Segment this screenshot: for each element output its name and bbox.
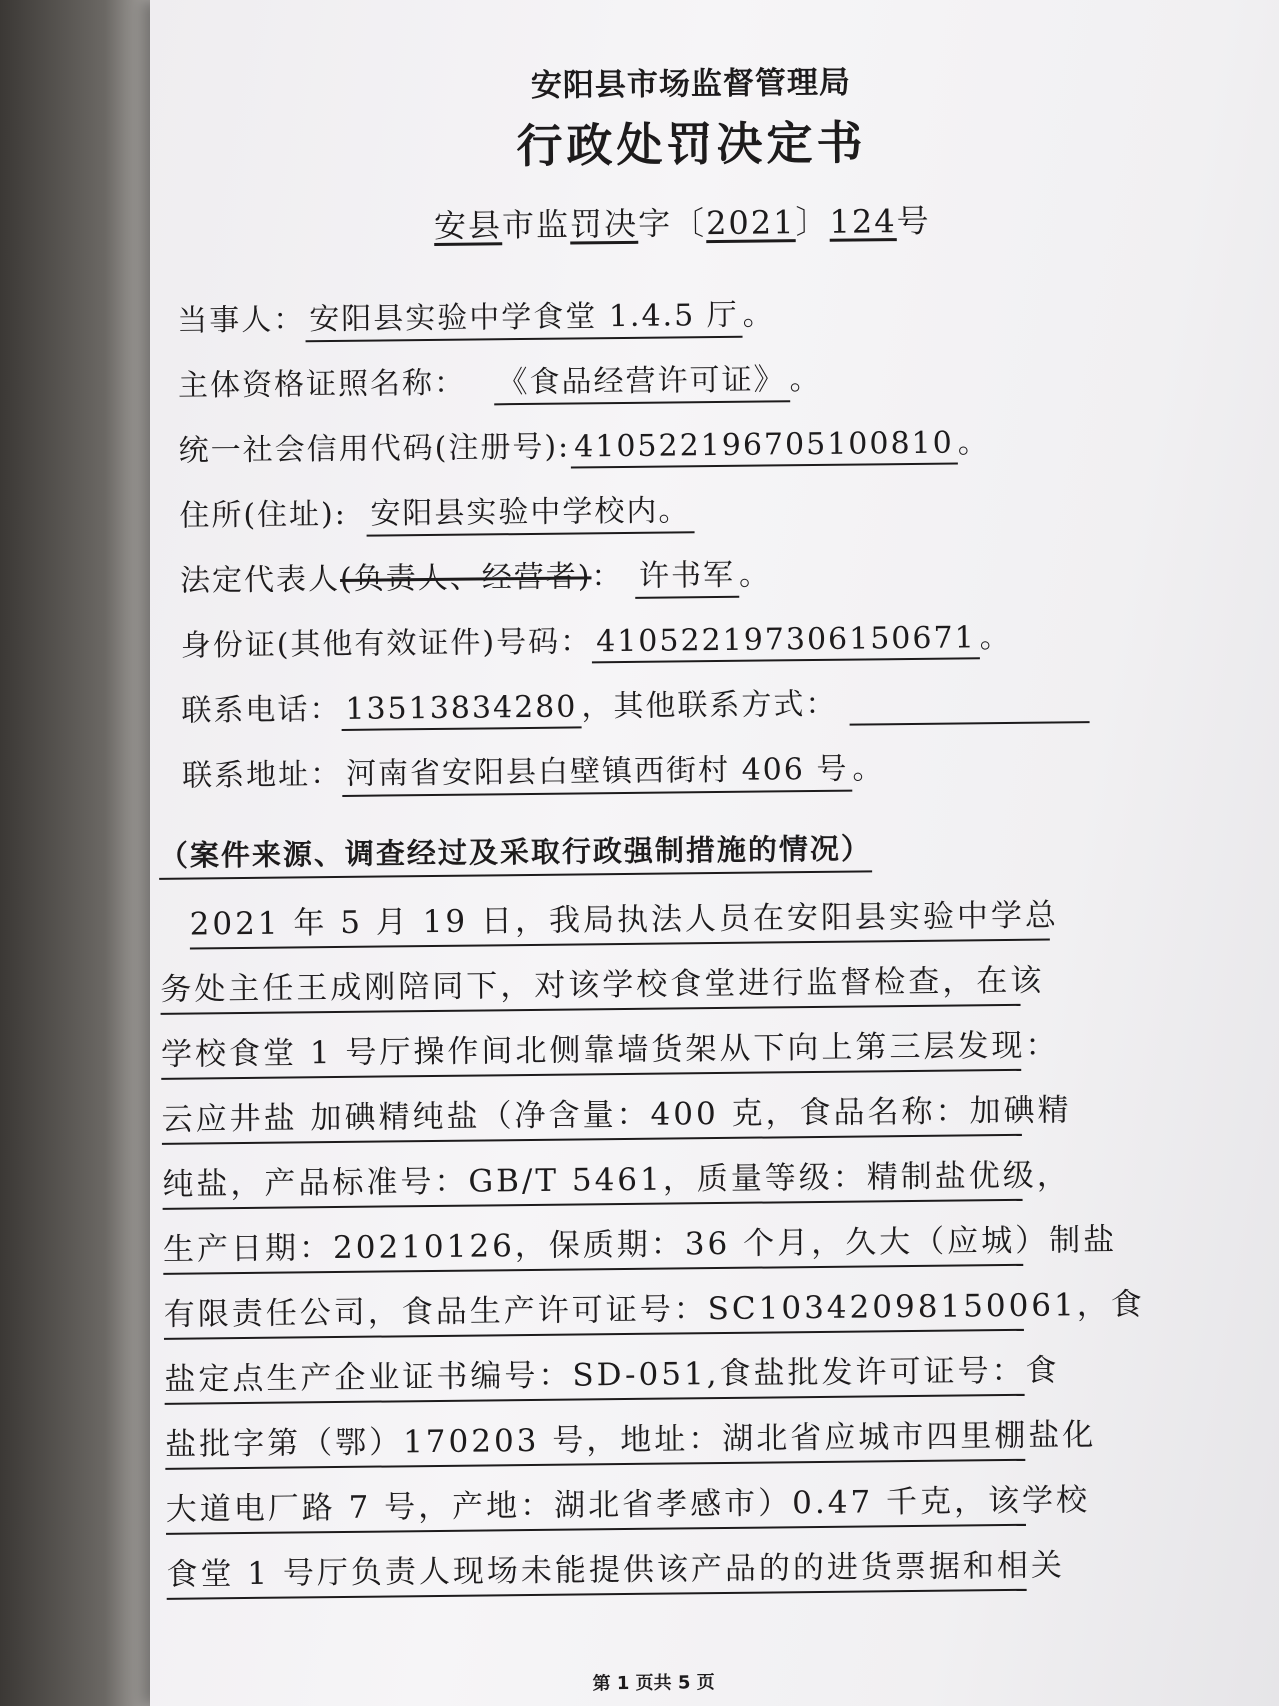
license-value: 《食品经营许可证》 — [493, 354, 789, 405]
doc-number-prefix: 安县 — [433, 206, 503, 245]
doc-number-serial: 124 — [829, 202, 897, 241]
party-value: 安阳县实验中学食堂 1.4.5 厅 — [305, 290, 743, 343]
body-line: 食堂 1 号厅负责人现场未能提供该产品的的进货票据和相关 — [166, 1540, 1026, 1600]
contact-address-end: 。 — [852, 751, 885, 787]
credit-code-end: 。 — [957, 425, 990, 461]
doc-number-mid3: 字〔 — [637, 204, 707, 243]
id-number-row — [180, 612, 1011, 668]
doc-number-mid1: 市监 — [501, 205, 571, 245]
other-contact-label: ，其他联系方式： — [581, 686, 838, 725]
id-number-value: 410522197306150671 — [592, 620, 980, 663]
doc-number-year: 2021 — [705, 203, 796, 243]
body-line: 盐定点生产企业证书编号：SD-051,食盐批发许可证号：食 — [164, 1345, 1024, 1405]
other-contact-blank — [849, 693, 1089, 726]
body-line: 云应井盐 加碘精纯盐（净含量：400 克，食品名称：加碘精 — [161, 1085, 1021, 1145]
phone-label: 联系电话： — [181, 691, 342, 729]
credit-code-row — [178, 417, 990, 472]
address-label: 住所(住址): — [179, 496, 348, 534]
credit-code-label: 统一社会信用代码(注册号): — [178, 429, 571, 469]
doc-number-mid2: 罚决 — [569, 204, 639, 244]
id-number-end: 。 — [979, 619, 1012, 656]
binding-shadow — [0, 0, 150, 1706]
party-label: 当事人： — [177, 302, 306, 339]
document-page — [150, 0, 1279, 1706]
contact-address-value: 河南省安阳县白壁镇西街村 406 号 — [342, 744, 853, 797]
phone-row — [181, 676, 1089, 733]
body-line: 盐批字第（鄂）170203 号，地址：湖北省应城市四里棚盐化 — [165, 1410, 1025, 1470]
body-line: 务处主任王成刚陪同下，对该学校食堂进行监督检查，在该 — [160, 955, 1020, 1015]
issuing-authority: 安阳县市场监督管理局 — [530, 64, 852, 104]
doc-number-mid4: 〕 — [795, 202, 830, 242]
document-number — [332, 195, 1032, 248]
document-content — [150, 0, 1279, 1706]
body-line: 2021 年 5 月 19 日，我局执法人员在安阳县实验中学总 — [189, 890, 1049, 950]
id-number-label: 身份证(其他有效证件)号码： — [180, 624, 593, 664]
body-line: 纯盐，产品标准号：GB/T 5461，质量等级：精制盐优级， — [162, 1150, 1022, 1210]
license-label: 主体资格证照名称： — [177, 365, 467, 404]
representative-end: 。 — [738, 557, 772, 593]
representative-colon: ： — [591, 558, 624, 595]
document-title: 行政处罚决定书 — [516, 115, 867, 174]
representative-row — [180, 549, 771, 603]
license-row — [178, 354, 822, 409]
representative-label: 法定代表人 — [179, 561, 341, 599]
doc-number-suffix: 号 — [896, 201, 931, 241]
body-line: 生产日期：20210126，保质期：36 个月，久大（应城）制盐 — [163, 1215, 1023, 1275]
representative-label-struck: (负责人、经营者) — [339, 559, 592, 597]
contact-address-label: 联系地址： — [181, 756, 343, 794]
contact-address-row — [182, 743, 885, 798]
party-end: 。 — [742, 297, 775, 333]
section-heading: （案件来源、调查经过及采取行政强制措施的情况） — [159, 826, 872, 879]
phone-value: 13513834280 — [341, 689, 581, 731]
body-line: 有限责任公司，食品生产许可证号：SC10342098150061，食 — [163, 1280, 1023, 1340]
representative-value: 许书军 — [635, 550, 739, 599]
license-end: 。 — [789, 361, 822, 398]
body-line: 学校食堂 1 号厅操作间北侧靠墙货架从下向上第三层发现： — [161, 1020, 1021, 1080]
address-row — [179, 485, 695, 538]
body-line: 大道电厂路 7 号，产地：湖北省孝感市）0.47 千克，该学校 — [166, 1475, 1026, 1535]
party-row — [177, 289, 775, 343]
address-value: 安阳县实验中学校内。 — [366, 485, 694, 536]
credit-code-value: 410522196705100810 — [570, 425, 958, 468]
page-number-footer: 第 1 页共 5 页 — [592, 1672, 715, 1695]
